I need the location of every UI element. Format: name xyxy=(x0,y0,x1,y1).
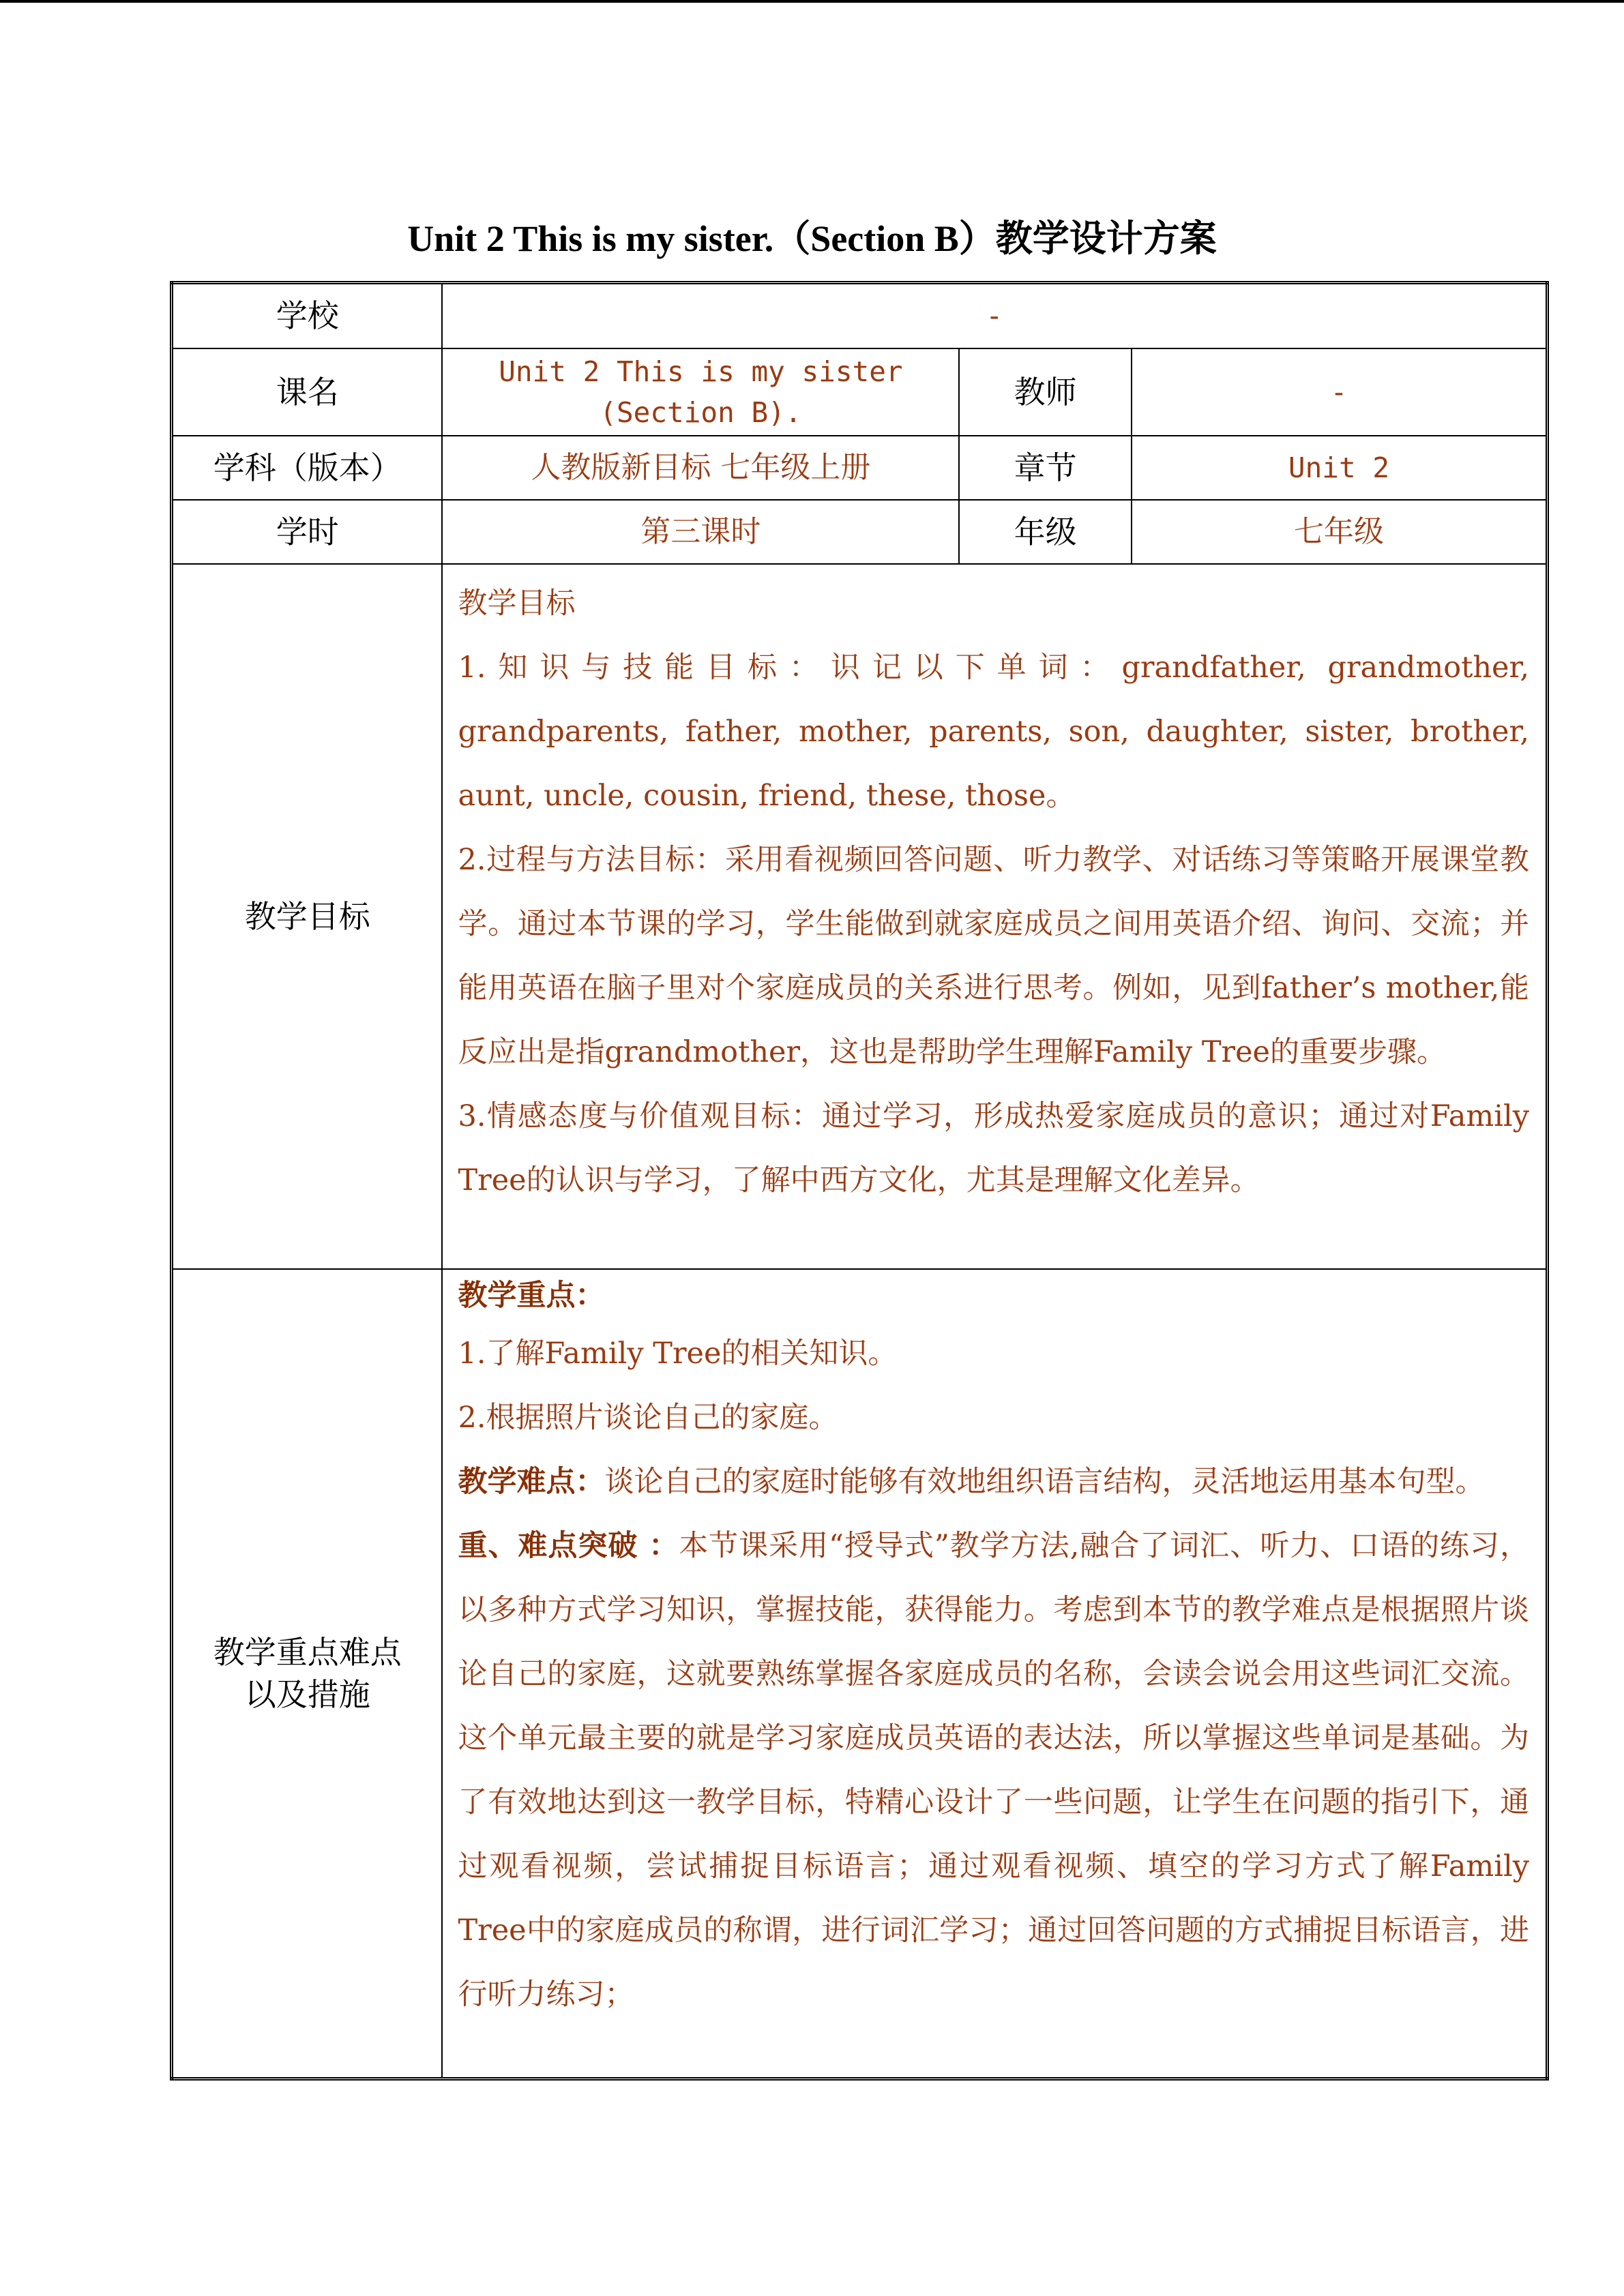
subject-value: 人教版新目标 七年级上册 xyxy=(442,436,959,500)
focus-heading: 教学重点： xyxy=(458,1278,605,1313)
course-label: 课名 xyxy=(172,348,443,436)
breakthrough-text: 本节课采用“授导式”教学方法,融合了词汇、听力、口语的练习，以多种方式学习知识，掌握技能，获得能力。考虑到本节的教学难点是根据照片谈论自己的家庭，这就要熟练掌握各家庭成员的名称，会读会说会用这些词汇交流。这个单元最主要的就是学习家庭成员英语的表达法，所以掌握这些单词是基础。为了有效地达到这一教学目标，特精心设计了一些问题，让学生在问题的指引下，通过观看视频，尝试捕捉目标语言；通过观看视频、填空的学习方式了解Family Tree中的家庭成员的称谓，进行词汇学习；通过回答问题的方式捕捉目标语言，进行听力练习； xyxy=(458,1528,1529,2012)
teacher-label: 教师 xyxy=(959,348,1132,436)
period-value: 第三课时 xyxy=(442,500,959,564)
breakthrough-heading: 重、难点突破 ： xyxy=(458,1528,679,1563)
focus-item-2: 2.根据照片谈论自己的家庭。 xyxy=(458,1400,838,1435)
course-value-line2: (Section B). xyxy=(600,396,802,429)
row-course xyxy=(172,348,1548,436)
key-points-content xyxy=(442,1269,1547,2079)
row-period xyxy=(172,500,1548,564)
key-points-label xyxy=(172,1269,443,2079)
document-title: Unit 2 This is my sister.（Section B）教学设计方案 xyxy=(407,218,1217,259)
key-points-label-line2: 以及措施 xyxy=(244,1675,370,1713)
objectives-item-1: 1.知识与技能目标：识记以下单词：grandfather, grandmother, grandparents, father, mother, parents, son, daughter, sister, brother, aunt, uncle, cousin, friend, these, those。 xyxy=(458,650,1529,813)
grade-label: 年级 xyxy=(959,500,1132,564)
breakthrough-paragraph xyxy=(458,1514,1529,2027)
grade-value: 七年级 xyxy=(1132,500,1548,564)
lesson-plan-table xyxy=(170,281,1549,2081)
objectives-heading: 教学目标 xyxy=(458,586,576,621)
period-label: 学时 xyxy=(172,500,443,564)
row-objectives xyxy=(172,564,1548,1269)
focus-item-1: 1.了解Family Tree的相关知识。 xyxy=(458,1336,898,1371)
objectives-item-2: 2.过程与方法目标：采用看视频回答问题、听力教学、对话练习等策略开展课堂教学。通过本节课的学习，学生能做到就家庭成员之间用英语介绍、询问、交流；并能用英语在脑子里对个家庭成员的关系进行思考。例如，见到father’s mother,能反应出是指grandmother，这也是帮助学生理解Family Tree的重要步骤。 xyxy=(458,842,1529,1069)
row-school xyxy=(172,283,1548,348)
subject-label: 学科（版本） xyxy=(172,436,443,500)
page-top-rule xyxy=(0,0,1624,3)
course-value-line1: Unit 2 This is my sister xyxy=(499,355,903,388)
difficulty-paragraph xyxy=(458,1450,1529,1514)
objectives-content xyxy=(442,564,1547,1269)
teacher-value: - xyxy=(1132,348,1548,436)
chapter-label: 章节 xyxy=(959,436,1132,500)
row-subject xyxy=(172,436,1548,500)
course-value xyxy=(442,348,959,436)
objectives-item-3: 3.情感态度与价值观目标：通过学习，形成热爱家庭成员的意识；通过对Family Tree的认识与学习，了解中西方文化，尤其是理解文化差异。 xyxy=(458,1099,1529,1197)
school-value: - xyxy=(442,283,1547,348)
school-label: 学校 xyxy=(172,283,443,348)
difficulty-text: 谈论自己的家庭时能够有效地组织语言结构，灵活地运用基本句型。 xyxy=(604,1464,1485,1499)
key-points-label-line1: 教学重点难点 xyxy=(213,1633,402,1671)
chapter-value: Unit 2 xyxy=(1132,436,1548,500)
row-key-points xyxy=(172,1269,1548,2079)
difficulty-heading: 教学难点： xyxy=(458,1464,605,1499)
objectives-label: 教学目标 xyxy=(172,564,443,1269)
